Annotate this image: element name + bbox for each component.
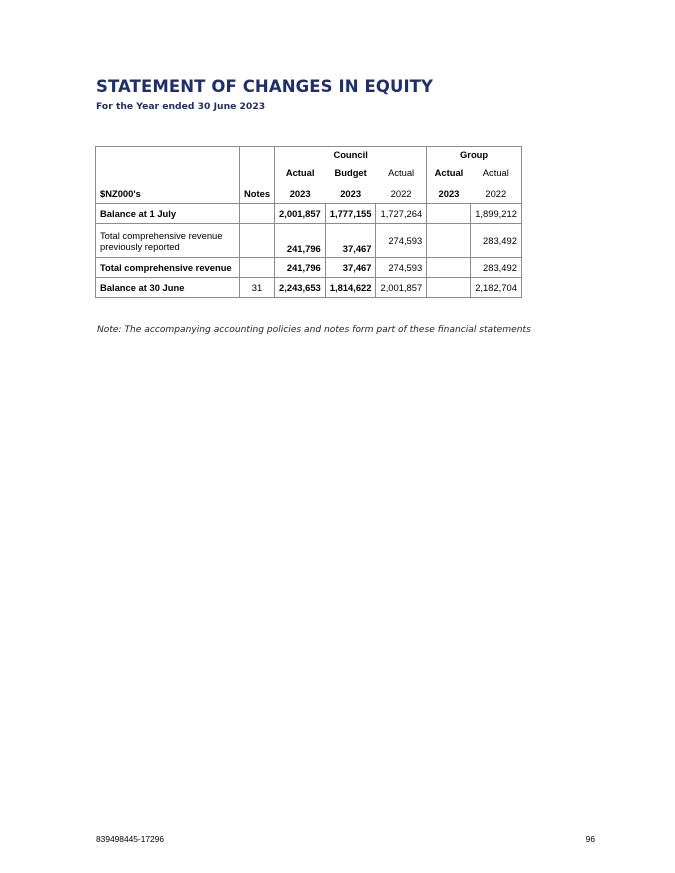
row-label: Balance at 1 July	[96, 204, 240, 224]
equity-table	[95, 146, 522, 298]
cell-value: 241,796	[275, 258, 326, 278]
cell-value: 1,814,622	[325, 278, 376, 298]
cell-value: 274,593	[376, 258, 427, 278]
cell-value: 2,243,653	[275, 278, 326, 298]
table-row	[96, 204, 522, 224]
table-header-row-kind	[96, 161, 522, 183]
page-subtitle: For the Year ended 30 June 2023	[96, 101, 266, 112]
cell-value	[427, 204, 471, 224]
footer-page-number: 96	[585, 834, 595, 844]
cell-value: 37,467	[325, 258, 376, 278]
cell-value	[427, 224, 471, 258]
cell-value	[427, 278, 471, 298]
cell-value: 283,492	[471, 224, 522, 258]
cell-value: 274,593	[376, 224, 427, 258]
footer-document-id: 839498445-17296	[96, 834, 164, 844]
col-kind-group-actual: Actual	[427, 161, 471, 183]
page-title: STATEMENT OF CHANGES IN EQUITY	[96, 77, 434, 96]
cell-value: 37,467	[325, 224, 376, 258]
col-year-council-actual: 2023	[275, 183, 326, 204]
cell-value: 1,727,264	[376, 204, 427, 224]
table-row	[96, 224, 522, 258]
group-header-group: Group	[427, 147, 522, 162]
row-label: Total comprehensive revenue	[96, 258, 240, 278]
col-kind-council-actual: Actual	[275, 161, 326, 183]
row-note	[240, 258, 275, 278]
table-header-row-groups	[96, 147, 522, 162]
col-kind-council-budget: Budget	[334, 166, 367, 178]
row-note	[240, 224, 275, 258]
cell-value	[427, 258, 471, 278]
cell-value: 1,899,212	[471, 204, 522, 224]
row-header-label: $NZ000's	[96, 183, 240, 204]
table-row	[96, 278, 522, 298]
group-header-council: Council	[275, 147, 427, 162]
cell-value: 2,182,704	[471, 278, 522, 298]
cell-value: 2,001,857	[376, 278, 427, 298]
col-kind-group-actual-prior: Actual	[471, 161, 522, 183]
cell-value: 2,001,857	[275, 204, 326, 224]
col-year-group-actual: 2023	[427, 183, 471, 204]
table-header-row-year	[96, 183, 522, 204]
col-year-council-actual-prior: 2022	[376, 183, 427, 204]
financial-statements-note: Note: The accompanying accounting policies and notes form part of these financial statements	[97, 325, 531, 335]
col-year-council-budget: 2023	[325, 183, 376, 204]
row-note: 31	[240, 278, 275, 298]
cell-value: 1,777,155	[325, 204, 376, 224]
notes-header: Notes	[240, 183, 275, 204]
col-kind-council-actual-prior: Actual	[376, 161, 427, 183]
cell-value: 241,796	[275, 224, 326, 258]
row-label: Balance at 30 June	[96, 278, 240, 298]
col-year-group-actual-prior: 2022	[471, 183, 522, 204]
row-note	[240, 204, 275, 224]
row-label: Total comprehensive revenue previously reported	[96, 224, 240, 258]
cell-value: 283,492	[471, 258, 522, 278]
table-row	[96, 258, 522, 278]
